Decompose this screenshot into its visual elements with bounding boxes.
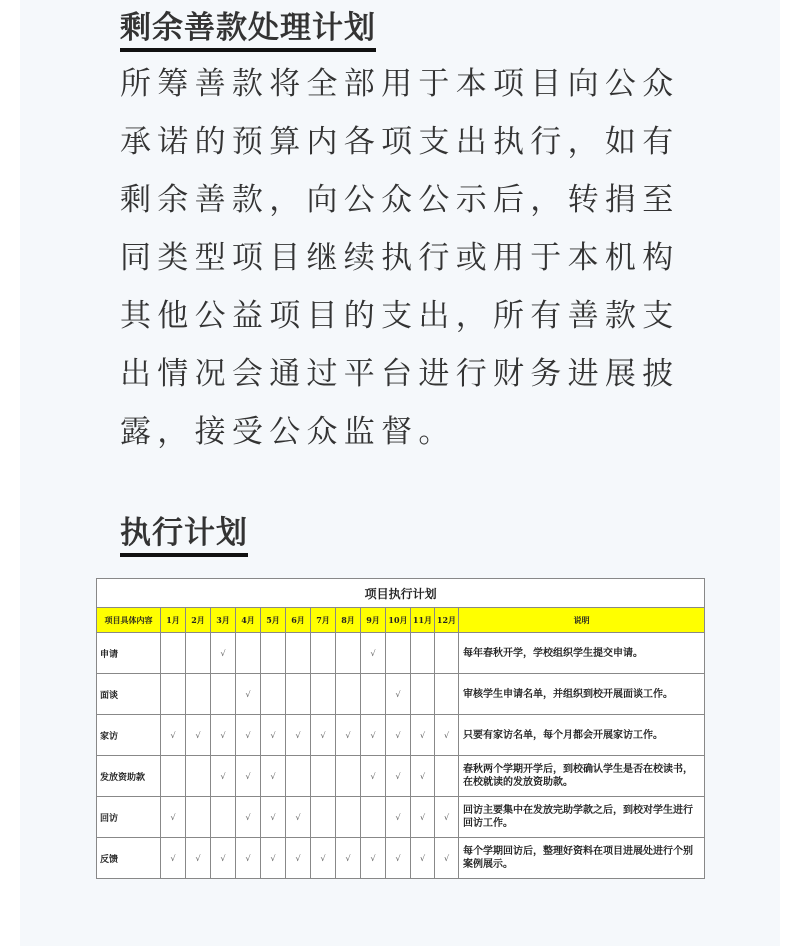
month-check-cell [311, 797, 336, 838]
month-check-cell [261, 633, 286, 674]
month-check-cell [311, 674, 336, 715]
month-check-cell: √ [236, 715, 261, 756]
month-check-cell [311, 756, 336, 797]
table-row [97, 715, 705, 756]
table-row [97, 797, 705, 838]
month-check-cell: √ [435, 715, 459, 756]
month-check-cell [261, 674, 286, 715]
header-description: 说明 [459, 608, 705, 633]
execution-plan-table [96, 578, 705, 879]
paragraph-line: 同类型项目继续执行或用于本机构 [120, 240, 680, 276]
month-check-cell: √ [161, 838, 186, 879]
month-check-cell: √ [311, 715, 336, 756]
paragraph-line: 出情况会通过平台进行财务进展披 [120, 356, 680, 392]
paragraph-line: 承诺的预算内各项支出执行，如有 [120, 124, 680, 160]
month-check-cell [386, 633, 411, 674]
month-check-cell [286, 633, 311, 674]
month-check-cell: √ [286, 838, 311, 879]
month-check-cell: √ [336, 838, 361, 879]
month-check-cell [435, 633, 459, 674]
month-check-cell [286, 756, 311, 797]
row-description: 每年春秋开学，学校组织学生提交申请。 [459, 633, 705, 674]
month-check-cell: √ [361, 838, 386, 879]
header-month: 8月 [336, 608, 361, 633]
header-month: 12月 [435, 608, 459, 633]
month-check-cell: √ [411, 715, 435, 756]
section-title-surplus-funds: 剩余善款处理计划 [120, 10, 376, 52]
month-check-cell: √ [386, 674, 411, 715]
month-check-cell: √ [361, 756, 386, 797]
header-month: 4月 [236, 608, 261, 633]
row-description: 只要有家访名单，每个月都会开展家访工作。 [459, 715, 705, 756]
header-month: 10月 [386, 608, 411, 633]
month-check-cell: √ [161, 797, 186, 838]
month-check-cell: √ [386, 838, 411, 879]
month-check-cell: √ [435, 838, 459, 879]
row-item-name: 回访 [97, 797, 161, 838]
month-check-cell: √ [161, 715, 186, 756]
month-check-cell [336, 756, 361, 797]
month-check-cell: √ [435, 797, 459, 838]
month-check-cell: √ [411, 756, 435, 797]
month-check-cell: √ [211, 756, 236, 797]
table-row [97, 633, 705, 674]
table-row [97, 756, 705, 797]
surplus-funds-paragraph [120, 55, 700, 461]
month-check-cell: √ [386, 797, 411, 838]
header-month: 3月 [211, 608, 236, 633]
month-check-cell: √ [411, 838, 435, 879]
month-check-cell: √ [361, 715, 386, 756]
table-row [97, 838, 705, 879]
month-check-cell [361, 674, 386, 715]
month-check-cell [186, 756, 211, 797]
month-check-cell [161, 756, 186, 797]
table-title: 项目执行计划 [97, 579, 705, 608]
month-check-cell: √ [261, 756, 286, 797]
month-check-cell [186, 633, 211, 674]
header-month: 7月 [311, 608, 336, 633]
paragraph-line: 所筹善款将全部用于本项目向公众 [120, 66, 680, 102]
month-check-cell [186, 674, 211, 715]
month-check-cell: √ [261, 838, 286, 879]
row-description: 春秋两个学期开学后，到校确认学生是否在校读书，在校就读的发放资助款。 [459, 756, 705, 797]
month-check-cell [286, 674, 311, 715]
month-check-cell: √ [411, 797, 435, 838]
month-check-cell [435, 756, 459, 797]
month-check-cell [336, 674, 361, 715]
month-check-cell: √ [236, 797, 261, 838]
header-month: 11月 [411, 608, 435, 633]
month-check-cell [211, 797, 236, 838]
month-check-cell [211, 674, 236, 715]
month-check-cell: √ [236, 756, 261, 797]
row-description: 每个学期回访后，整理好资料在项目进展处进行个别案例展示。 [459, 838, 705, 879]
month-check-cell: √ [186, 838, 211, 879]
table-row [97, 674, 705, 715]
month-check-cell: √ [386, 715, 411, 756]
month-check-cell: √ [311, 838, 336, 879]
month-check-cell: √ [211, 838, 236, 879]
header-month: 2月 [186, 608, 211, 633]
month-check-cell [336, 633, 361, 674]
month-check-cell [311, 633, 336, 674]
month-check-cell [336, 797, 361, 838]
row-item-name: 申请 [97, 633, 161, 674]
row-item-name: 反馈 [97, 838, 161, 879]
month-check-cell: √ [236, 674, 261, 715]
month-check-cell: √ [211, 715, 236, 756]
month-check-cell [161, 633, 186, 674]
month-check-cell [435, 674, 459, 715]
month-check-cell: √ [261, 797, 286, 838]
month-check-cell: √ [261, 715, 286, 756]
month-check-cell: √ [386, 756, 411, 797]
header-item: 项目具体内容 [97, 608, 161, 633]
paragraph-line: 剩余善款，向公众公示后，转捐至 [120, 182, 680, 218]
row-item-name: 家访 [97, 715, 161, 756]
month-check-cell: √ [286, 715, 311, 756]
header-month: 9月 [361, 608, 386, 633]
month-check-cell [186, 797, 211, 838]
month-check-cell: √ [286, 797, 311, 838]
header-month: 6月 [286, 608, 311, 633]
header-month: 5月 [261, 608, 286, 633]
month-check-cell: √ [361, 633, 386, 674]
month-check-cell [411, 674, 435, 715]
row-description: 回访主要集中在发放完助学款之后，到校对学生进行回访工作。 [459, 797, 705, 838]
month-check-cell [161, 674, 186, 715]
month-check-cell [361, 797, 386, 838]
row-item-name: 发放资助款 [97, 756, 161, 797]
row-description: 审核学生申请名单，并组织到校开展面谈工作。 [459, 674, 705, 715]
month-check-cell: √ [186, 715, 211, 756]
month-check-cell: √ [236, 838, 261, 879]
section-title-execution-plan: 执行计划 [120, 515, 248, 557]
month-check-cell [236, 633, 261, 674]
header-month: 1月 [161, 608, 186, 633]
month-check-cell: √ [336, 715, 361, 756]
paragraph-line: 露，接受公众监督。 [120, 414, 456, 450]
month-check-cell [411, 633, 435, 674]
paragraph-line: 其他公益项目的支出，所有善款支 [120, 298, 680, 334]
row-item-name: 面谈 [97, 674, 161, 715]
month-check-cell: √ [211, 633, 236, 674]
